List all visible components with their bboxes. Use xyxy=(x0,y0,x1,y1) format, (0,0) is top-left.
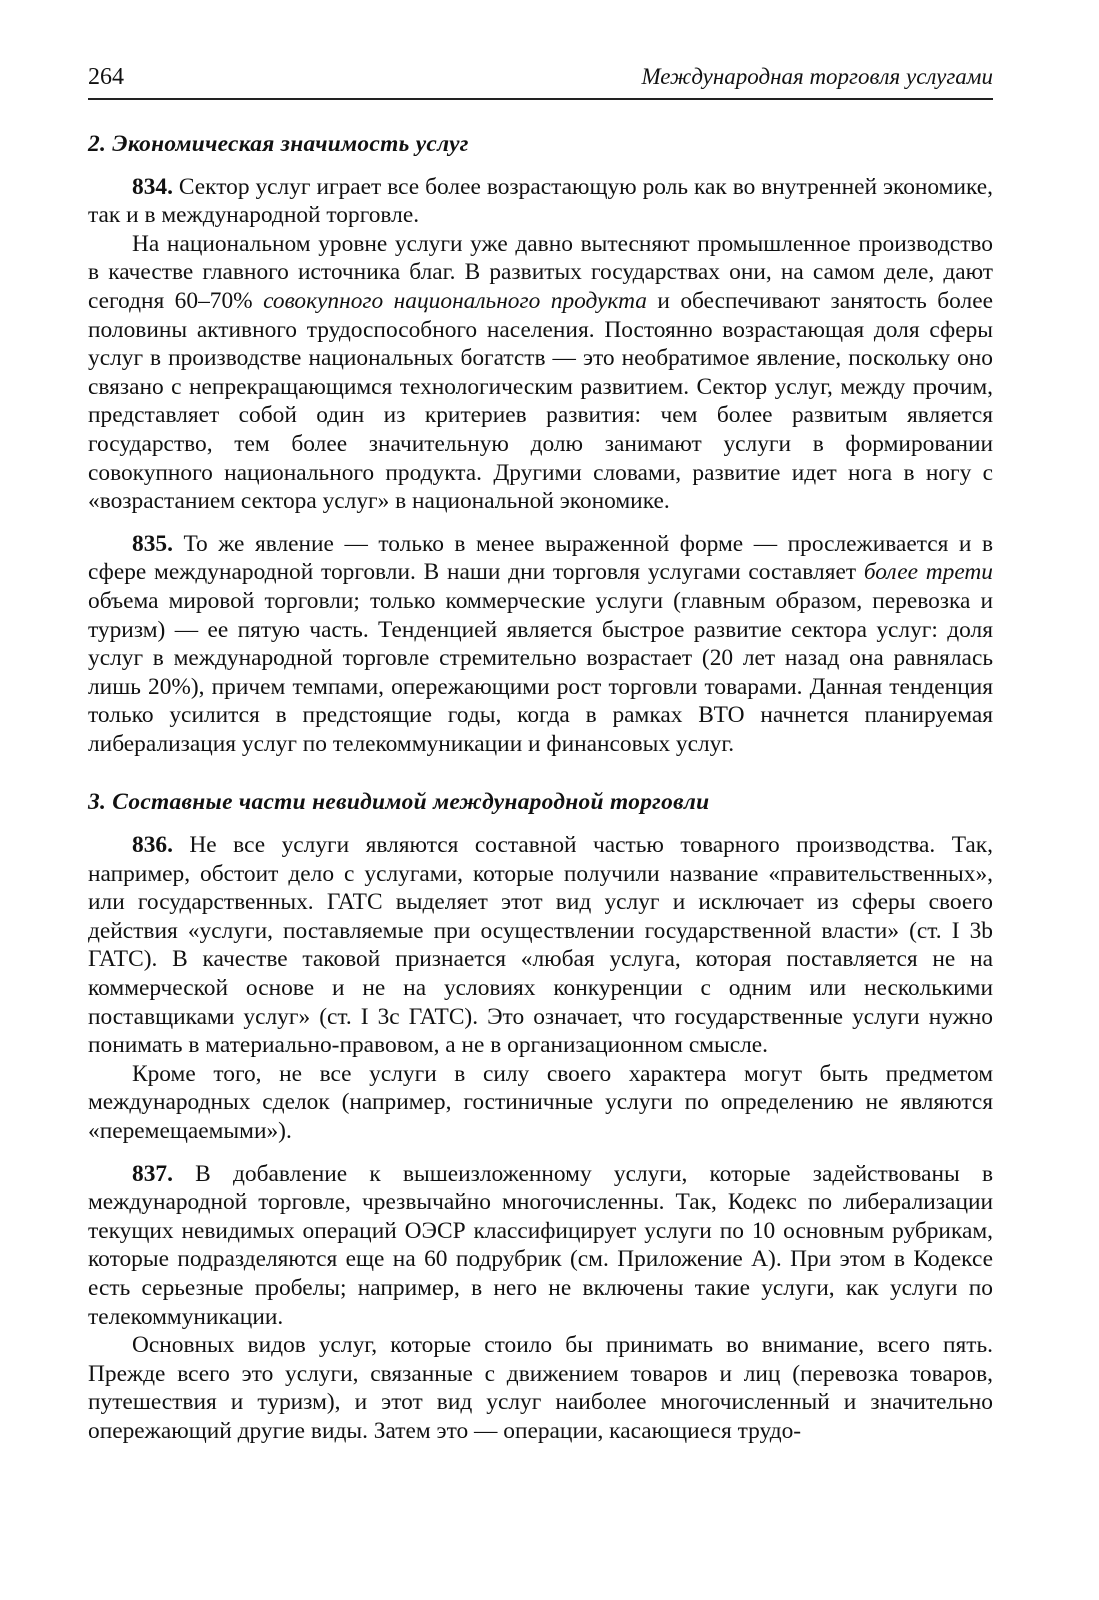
paragraph-number: 835. xyxy=(132,530,173,557)
paragraph-text: Не все услуги являются составной частью товарного производства. Так, например, обстоит дело с услугами, которые получили название «правительственных», или государственных. ГАТС выделяет этот вид услуг и исключает из сферы своего действия «услуги, поставляемые при осуществлении государственной власти» (ст. I 3b ГАТС). В качестве таковой признается «любая услуга, которая поставляется не на коммерческой основе и не на условиях конкуренции с одним или несколькими поставщиками услуг» (ст. I 3с ГАТС). Это означает, что государственные услуги нужно понимать в материально-правовом, а не в организационном смысле. xyxy=(88,832,993,1059)
paragraph-835 xyxy=(88,530,993,759)
paragraph-number: 836. xyxy=(132,832,173,859)
paragraph-not-all-services xyxy=(88,1060,993,1146)
paragraph-text: В добавление к вышеизложенному услуги, которые задействованы в международной торговле, чрезвычайно многочисленны. Так, Кодекс по либерализации текущих невидимых операций ОЭСР классифицирует услуги по 10 основным рубрикам, которые подразделяются еще на 60 подрубрик (см. Приложение А). При этом в Кодексе есть серьезные пробелы; например, в него не включены такие услуги, как услуги по телекоммуникации. xyxy=(88,1160,993,1330)
paragraph-number: 834. xyxy=(132,173,173,200)
paragraph-text: объема мировой торговли; только коммерческие услуги (главным образом, перевозка и туризм) — ее пятую часть. Тенденцией является быстрое развитие сектора услуг: доля услуг в международной торговле стремительно возрастает (20 лет назад она равнялась лишь 20%), причем темпами, опережающими рост торговли товарами. Данная тенденция только усилится в предстоящие годы, когда в рамках ВТО начнется планируемая либерализация услуг по телекоммуникации и финансовых услуг. xyxy=(88,587,993,757)
paragraph-834 xyxy=(88,173,993,230)
paragraph-836 xyxy=(88,831,993,1060)
paragraph-text: Основных видов услуг, которые стоило бы принимать во внимание, всего пять. Прежде всего это услуги, связанные с движением товаров и лиц (перевозка товаров, путешествия и туризм), и этот вид услуг наиболее многочисленный и значительно опережающий другие виды. Затем это — операции, касающиеся трудо- xyxy=(88,1332,993,1444)
paragraph-text: Сектор услуг играет все более возрастающую роль как во внутренней экономике, так и в международной торговле. xyxy=(88,173,993,229)
paragraph-national-level xyxy=(88,230,993,516)
paragraph-837 xyxy=(88,1160,993,1332)
section-heading-economic-significance: 2. Экономическая значимость услуг xyxy=(88,131,469,157)
paragraph-emphasis: совокупного национального продукта xyxy=(263,287,647,314)
paragraph-emphasis: более трети xyxy=(863,559,993,586)
page-number: 264 xyxy=(88,64,124,90)
paragraph-text: На национальном уровне услуги уже давно вытесняют промышленное производство в качестве главного источника благ. В развитых государствах они, на самом деле, дают сегодня 60–70% xyxy=(88,230,993,314)
page-body xyxy=(88,130,993,1446)
running-head xyxy=(88,64,993,100)
paragraph-number: 837. xyxy=(132,1160,173,1187)
paragraph-text: То же явление — только в менее выраженной форме — прослеживается и в сфере международной торговли. В наши дни торговля услугами составляет xyxy=(88,530,993,586)
paragraph-main-service-types xyxy=(88,1331,993,1445)
paragraph-text: Кроме того, не все услуги в силу своего характера могут быть предметом международных сделок (например, гостиничные услуги по определению не являются «перемещаемыми»). xyxy=(88,1060,993,1144)
paragraph-text: и обеспечивают занятость более половины активного трудоспособного населения. Постоянно возрастающая доля сферы услуг в производстве национальных богатств — это необратимое явление, поскольку оно связано с непрекращающимся технологическим развитием. Сектор услуг, между прочим, представляет собой один из критериев развития: чем более развитым является государство, тем более значительную долю занимают услуги в формировании совокупного национального продукта. Другими словами, развитие идет нога в ногу с «возрастанием сектора услуг» в национальной экономике. xyxy=(88,287,993,515)
section-heading-invisible-trade-components: 3. Составные части невидимой международной торговли xyxy=(88,789,710,816)
running-title: Международная торговля услугами xyxy=(641,64,993,89)
